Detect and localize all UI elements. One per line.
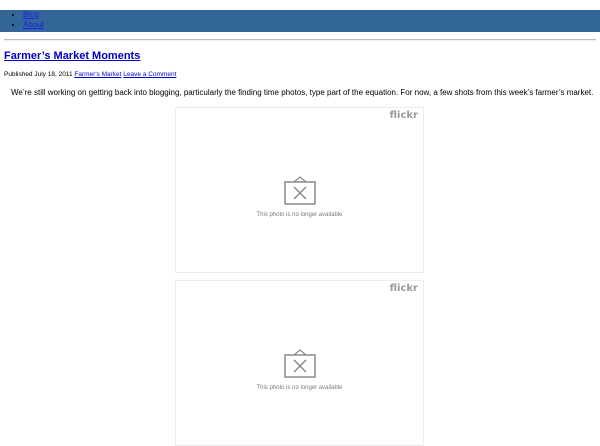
- post-title-link[interactable]: Farmer’s Market Moments: [4, 50, 141, 62]
- category-link[interactable]: Farmer's Market: [74, 71, 122, 78]
- nav-link-blog[interactable]: Blog: [23, 10, 40, 19]
- leave-comment-link[interactable]: Leave a Comment: [123, 71, 177, 78]
- nav-item-blog: [23, 10, 600, 20]
- post-date: July 18, 2011: [34, 71, 73, 78]
- post-meta: [4, 71, 176, 79]
- nav-list: [0, 10, 600, 30]
- post-title: [4, 50, 140, 63]
- broken-photo-icon: [284, 347, 316, 379]
- flickr-logo: flickr: [389, 110, 418, 121]
- top-navigation-bar: [0, 10, 600, 32]
- photo-unavailable-message: This photo is no longer available: [256, 385, 343, 391]
- nav-link-about[interactable]: About: [23, 20, 44, 29]
- nav-item-about: [23, 20, 600, 30]
- header-divider: [4, 39, 596, 41]
- broken-photo-icon: [284, 174, 316, 206]
- flickr-logo: flickr: [389, 283, 418, 294]
- post-body: We’re still working on getting back into blogging, particularly the finding time photos, type part of the equation. For now, a few shots from this week’s farmer’s market.: [11, 88, 594, 97]
- photo-unavailable-message: This photo is no longer available: [256, 212, 343, 218]
- flickr-embed[interactable]: [175, 280, 424, 446]
- published-label: Published: [4, 71, 33, 78]
- flickr-embed[interactable]: [175, 107, 424, 273]
